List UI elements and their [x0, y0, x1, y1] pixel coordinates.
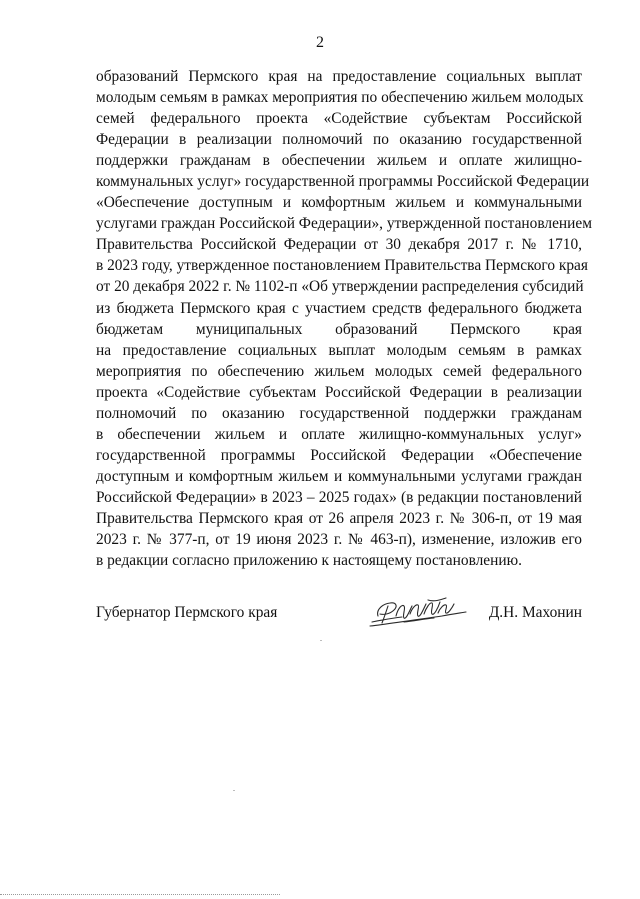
body-line: в обеспечении жильем и оплате жилищно-коммунальных услуг» [96, 425, 582, 443]
body-line: доступным и комфортным жильем и коммунальными услугами граждан [96, 467, 582, 485]
signature-block [96, 596, 582, 632]
body-line: из бюджета Пермского края с участием средств федерального бюджета [96, 299, 582, 317]
footer-scan-line [0, 894, 280, 895]
body-line: государственной программы Российской Федерации «Обеспечение [96, 446, 582, 464]
body-line: от 20 декабря 2022 г. № 1102-п «Об утверждении распределения субсидий [96, 278, 584, 296]
body-line: услугами граждан Российской Федерации», утвержденной постановлением [96, 215, 592, 233]
body-line: коммунальных услуг» государственной программы Российской Федерации [96, 173, 590, 191]
body-line: поддержки гражданам в обеспечении жильем и оплате жилищно- [96, 152, 582, 170]
body-line: мероприятия по обеспечению жильем молодых семей федерального [96, 362, 582, 380]
scan-speck [320, 640, 322, 641]
body-line: Правительства Российской Федерации от 30 декабря 2017 г. № 1710, [96, 236, 582, 254]
body-line: «Обеспечение доступным и комфортным жильем и коммунальными [96, 194, 582, 212]
scan-speck [233, 790, 235, 791]
body-line: Правительства Пермского края от 26 апреля 2023 г. № 306-п, от 19 мая [96, 509, 582, 527]
handwritten-signature [368, 596, 468, 628]
body-line: полномочий по оказанию государственной поддержки гражданам [96, 404, 582, 422]
body-line: в 2023 году, утвержденное постановлением Правительства Пермского края [96, 257, 588, 275]
body-line: Федерации в реализации полномочий по оказанию государственной [96, 131, 582, 149]
signer-position: Губернатор Пермского края [96, 604, 278, 621]
body-line: 2023 г. № 377-п, от 19 июня 2023 г. № 463-п), изменение, изложив его [96, 531, 582, 549]
page-number: 2 [316, 34, 324, 51]
body-line: в редакции согласно приложению к настоящему постановлению. [96, 552, 522, 570]
body-line: на предоставление социальных выплат молодым семьям в рамках [96, 341, 582, 359]
signer-name: Д.Н. Махонин [488, 604, 582, 621]
body-line: бюджетам муниципальных образований Пермского края [96, 320, 582, 338]
body-text [96, 66, 592, 571]
body-line: молодым семьям в рамках мероприятия по обеспечению жильем молодых [96, 89, 584, 107]
body-line: Российской Федерации» в 2023 – 2025 годах» (в редакции постановлений [96, 488, 582, 506]
body-line: образований Пермского края на предоставление социальных выплат [96, 68, 582, 85]
body-line: проекта «Содействие субъектам Российской Федерации в реализации [96, 383, 582, 401]
body-line: семей федерального проекта «Содействие субъектам Российской [96, 110, 582, 128]
